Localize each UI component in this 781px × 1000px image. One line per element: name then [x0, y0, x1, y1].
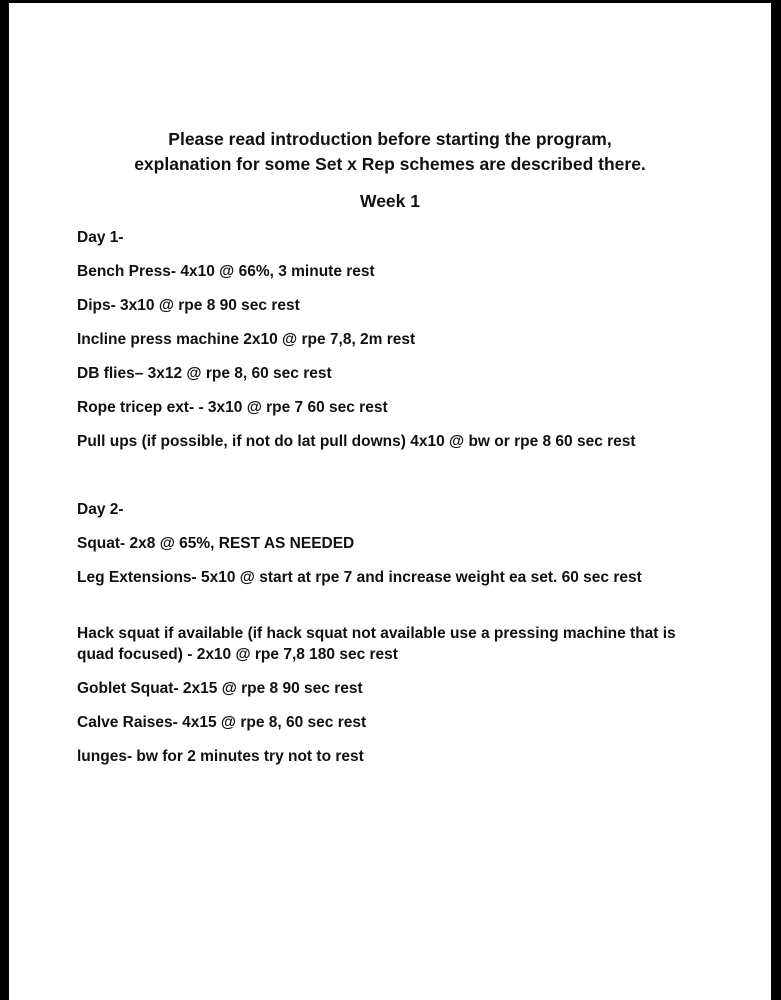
day2-title: Day 2-: [77, 501, 124, 518]
exercise-leg-extensions: Leg Extensions- 5x10 @ start at rpe 7 and increase weight ea set. 60 sec rest: [77, 569, 642, 586]
exercise-db-flies: DB flies– 3x12 @ rpe 8, 60 sec rest: [77, 365, 332, 382]
intro-line-2: explanation for some Set x Rep schemes are described there.: [134, 154, 646, 174]
intro-line-1: Please read introduction before starting the program,: [168, 129, 612, 149]
exercise-dips: Dips- 3x10 @ rpe 8 90 sec rest: [77, 297, 300, 314]
exercise-hack-squat: Hack squat if available (if hack squat not available use a pressing machine that is quad focused) - 2x10 @ rpe 7,8 180 sec rest: [77, 625, 676, 663]
document-page: [9, 0, 771, 1000]
day1-title: Day 1-: [77, 229, 124, 246]
exercise-goblet-squat: Goblet Squat- 2x15 @ rpe 8 90 sec rest: [77, 680, 363, 697]
exercise-pull-ups: Pull ups (if possible, if not do lat pull downs) 4x10 @ bw or rpe 8 60 sec rest: [77, 433, 636, 450]
exercise-lunges: lunges- bw for 2 minutes try not to rest: [77, 748, 364, 765]
exercise-incline-press: Incline press machine 2x10 @ rpe 7,8, 2m rest: [77, 331, 416, 348]
exercise-bench-press: Bench Press- 4x10 @ 66%, 3 minute rest: [77, 263, 375, 280]
week-title: Week 1: [360, 191, 420, 211]
exercise-squat: Squat- 2x8 @ 65%, REST AS NEEDED: [77, 535, 355, 552]
exercise-calve-raises: Calve Raises- 4x15 @ rpe 8, 60 sec rest: [77, 714, 367, 731]
exercise-rope-tricep: Rope tricep ext- - 3x10 @ rpe 7 60 sec rest: [77, 399, 388, 416]
